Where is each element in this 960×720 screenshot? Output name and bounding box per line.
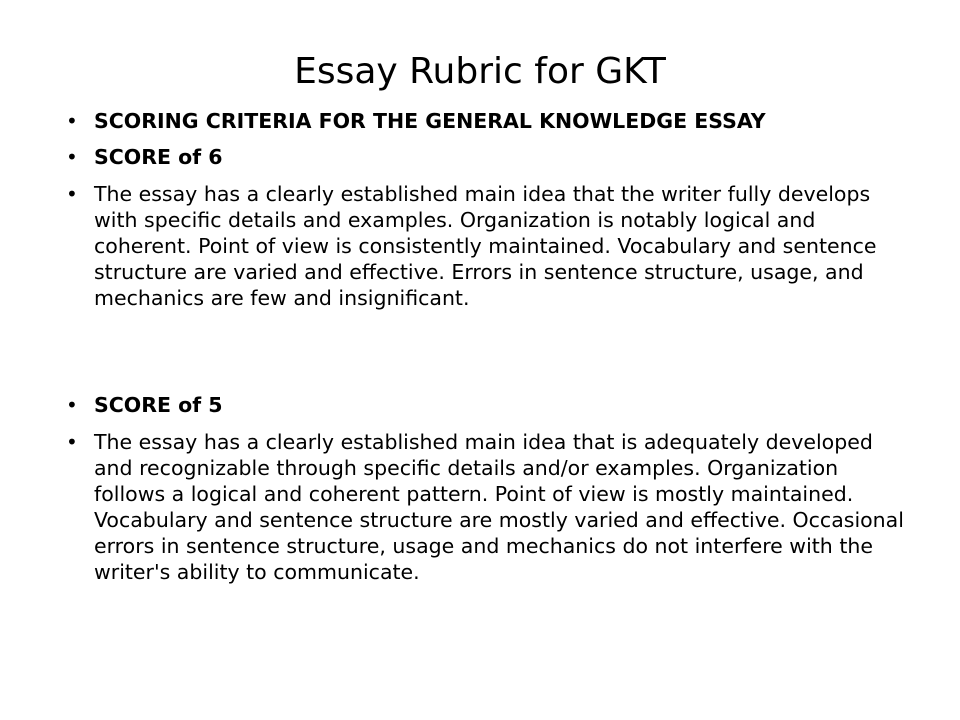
bullet-text: SCORE of 5 bbox=[94, 393, 223, 417]
bullet-icon: • bbox=[66, 393, 78, 417]
bullet-icon: • bbox=[66, 145, 78, 169]
bullet-item-scoring-criteria bbox=[66, 108, 916, 134]
bullet-item-score-5-heading bbox=[66, 392, 916, 418]
bullet-icon: • bbox=[66, 109, 78, 133]
bullet-item-score-6-description bbox=[66, 181, 916, 311]
bullet-text: SCORE of 6 bbox=[94, 145, 223, 169]
bullet-icon: • bbox=[66, 182, 78, 206]
bullet-text: The essay has a clearly established main idea that is adequately developed and recognizable through specific details and/or examples. Organization follows a logical and coherent pattern. Point of view is mostly maintained. Vocabulary and sentence structure are mostly varied and effective. Occasional errors in sentence structure, usage and mechanics do not interfere with the writer's ability to communicate. bbox=[94, 430, 904, 584]
bullet-item-score-6-heading bbox=[66, 144, 916, 170]
bullet-text: SCORING CRITERIA FOR THE GENERAL KNOWLEDGE ESSAY bbox=[94, 109, 766, 133]
slide-title: Essay Rubric for GKT bbox=[294, 51, 666, 92]
bullet-text: The essay has a clearly established main idea that the writer fully develops with specific details and examples. Organization is notably logical and coherent. Point of view is consistently maintained. Vocabulary and sentence structure are varied and effective. Errors in sentence structure, usage, and mechanics are few and insignificant. bbox=[94, 182, 877, 310]
bullet-item-score-5-description bbox=[66, 429, 916, 585]
bullet-icon: • bbox=[66, 430, 78, 454]
